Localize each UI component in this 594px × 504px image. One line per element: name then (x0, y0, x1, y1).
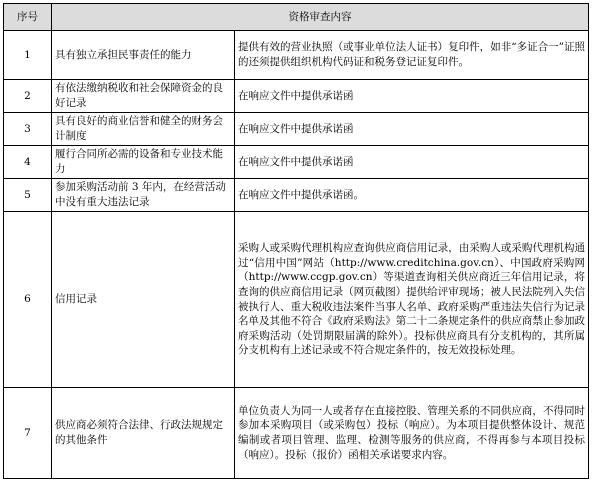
row-item: 参加采购活动前 3 年内，在经营活动中没有重大违法记录 (52, 179, 235, 212)
table-header-row (4, 4, 589, 31)
row-item: 供应商必须符合法律、行政法规规定的其他条件 (52, 388, 235, 479)
table-row (4, 388, 589, 479)
row-item: 具有良好的商业信誉和健全的财务会计制度 (52, 113, 235, 146)
row-item: 履行合同所必需的设备和专业技术能力 (52, 146, 235, 179)
table-row (4, 146, 589, 179)
row-detail: 在响应文件中提供承诺函 (235, 80, 589, 113)
table-row (4, 80, 589, 113)
table-row (4, 179, 589, 212)
row-detail: 在响应文件中提供承诺函 (235, 146, 589, 179)
row-item: 信用记录 (52, 212, 235, 388)
row-number: 1 (4, 31, 52, 80)
row-number: 7 (4, 388, 52, 479)
row-detail: 提供有效的营业执照（或事业单位法人证书）复印件，如非“多证合一”证照的还须提供组织机构代码证和税务登记证复印件。 (235, 31, 589, 80)
row-number: 6 (4, 212, 52, 388)
row-detail: 在响应文件中提供承诺函。 (235, 179, 589, 212)
table-row (4, 113, 589, 146)
row-number: 3 (4, 113, 52, 146)
row-detail: 在响应文件中提供承诺函 (235, 113, 589, 146)
row-number: 2 (4, 80, 52, 113)
row-number: 4 (4, 146, 52, 179)
table-row (4, 212, 589, 388)
qualification-table (3, 3, 589, 479)
row-item: 具有独立承担民事责任的能力 (52, 31, 235, 80)
row-detail: 采购人或采购代理机构应查询供应商信用记录，由采购人或采购代理机构通过“信用中国”网站（http://www.creditchina.gov.cn）、中国政府采购网（http://www.ccgp.gov.cn）等渠道查询相关供应商近三年信用记录，将查询的供应商信用记录（网页截图）提供给评审现场；被人民法院列入失信被执行人、重大税收违法案件当事人名单、政府采购严重违法失信行为记录名单及其他不符合《政府采购法》第二十二条规定条件的供应商禁止参加政府采购活动（处罚期限届满的除外）。投标供应商具有分支机构的，其所属分支机构有上述记录或不符合规定条件的，按无效投标处理。 (235, 212, 589, 388)
row-item: 有依法缴纳税收和社会保障资金的良好记录 (52, 80, 235, 113)
row-number: 5 (4, 179, 52, 212)
header-content: 资格审查内容 (52, 4, 589, 31)
header-number: 序号 (4, 4, 52, 31)
row-detail: 单位负责人为同一人或者存在直接控股、管理关系的不同供应商，不得同时参加本采购项目（或采购包）投标（响应）。为本项目提供整体设计、规范编制或者项目管理、监理、检测等服务的供应商，不得再参与本项目投标（响应）。投标（报价）函相关承诺要求内容。 (235, 388, 589, 479)
table-row (4, 31, 589, 80)
